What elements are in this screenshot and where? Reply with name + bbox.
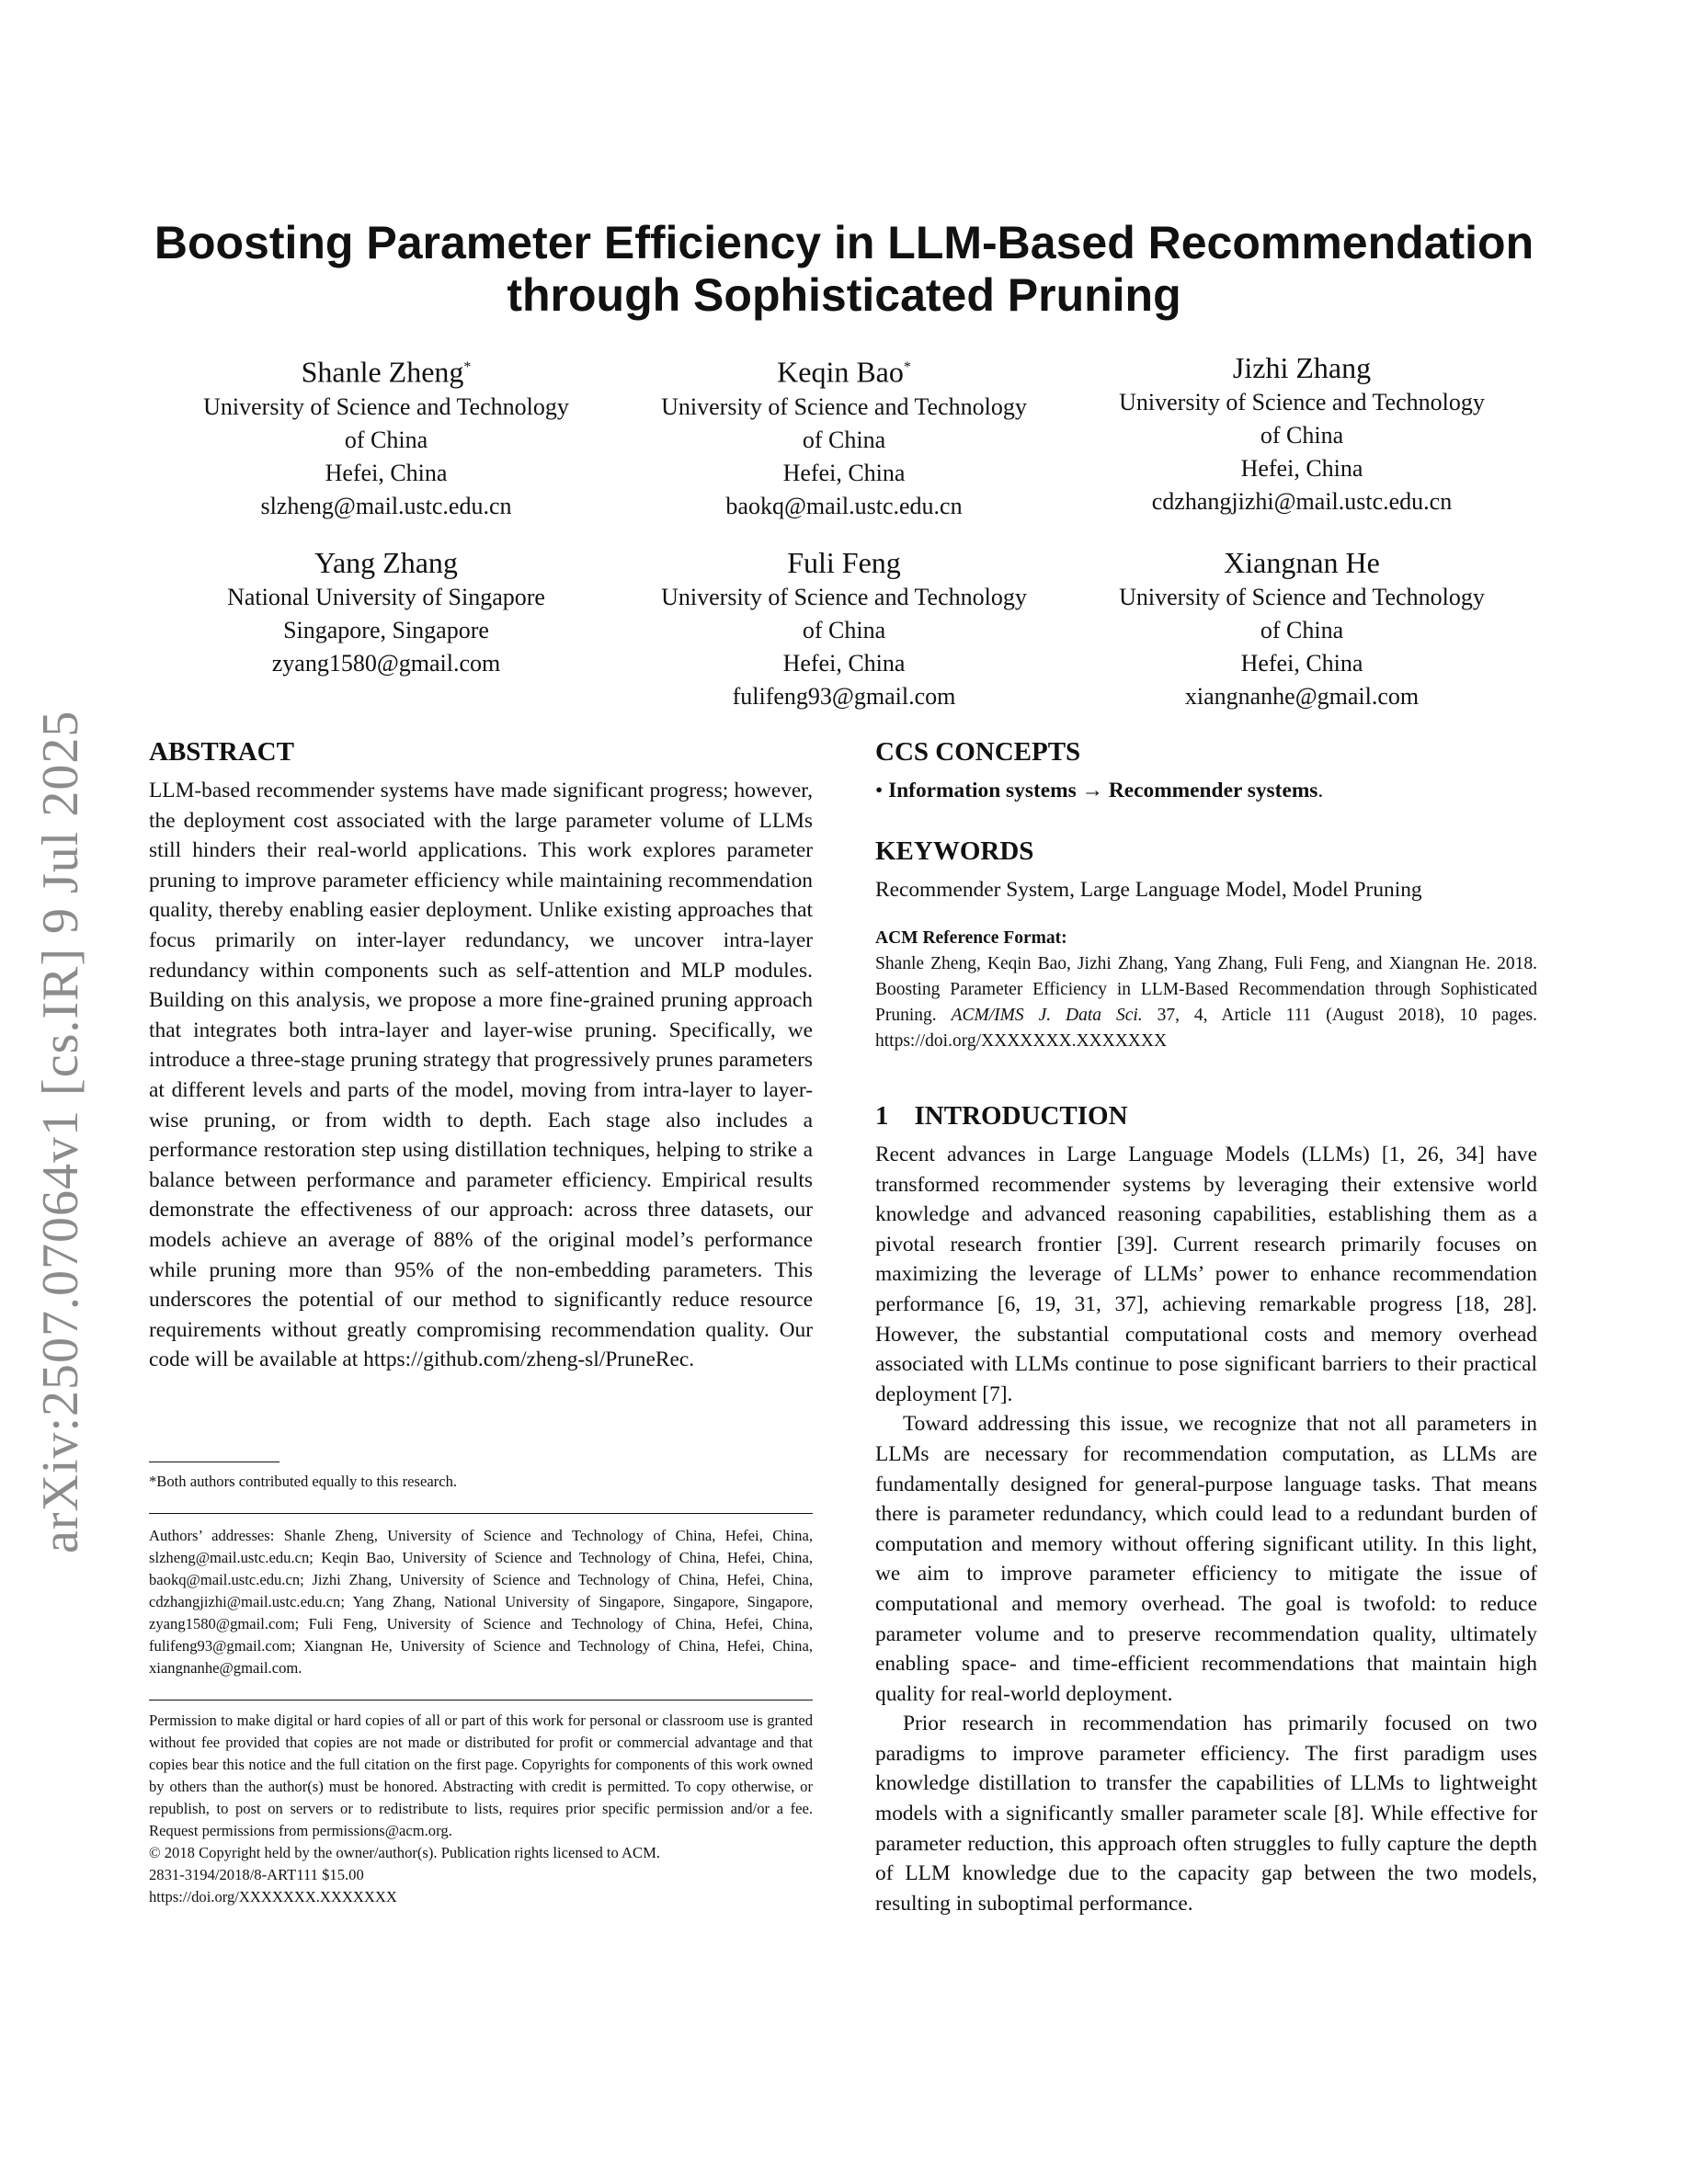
authors-addresses: Authors’ addresses: Shanle Zheng, University of Science and Technology of China, Hefei, China, slzheng@mail.ustc.edu.cn; Keqin Bao, University of Science and Technology of China, Hefei, China, baokq@mail.ustc.edu.cn; Jizhi Zhang, University of Science and Technology of China, Hefei, China, cdzhangjizhi@mail.ustc.edu.cn; Yang Zhang, National University of Singapore, Singapore, Singapore, zyang1580@gmail.com; Fuli Feng, University of Science and Technology of China, Hefei, China, fulifeng93@gmail.com; Xiangnan He, University of Science and Technology of China, Hefei, China, xiangnanhe@gmail.com.	[149, 1527, 813, 1677]
equal-contribution-footnote: *Both authors contributed equally to this research.	[149, 1473, 458, 1490]
author-location: Hefei, China	[325, 459, 448, 486]
section-title: INTRODUCTION	[914, 1101, 1128, 1131]
acm-reference-details: 37, 4, Article 111 (August 2018), 10 pages. https://doi.org/XXXXXXX.XXXXXXX	[875, 1006, 1538, 1051]
acm-reference-text	[875, 951, 1537, 1054]
author-affiliation: University of Science and Technology	[203, 392, 569, 420]
section-number: 1	[875, 1101, 889, 1131]
arrow-icon: →	[1081, 779, 1103, 802]
keywords-section	[875, 835, 1537, 905]
author-affiliation: of China	[802, 617, 886, 643]
intro-paragraph: Toward addressing this issue, we recognize that not all parameters in LLMs are necessary for recommendation computation, as LLMs are fundamentally designed for general-purpose language tasks. That means there is parameter redundancy, which could lead to a redundant burden of computation and memory without offering significant utility. In this light, we aim to improve parameter efficiency to mitigate the issue of computational and memory overhead. The goal is twofold: to reduce parameter volume and to preserve recommendation quality, ultimately enabling space- and time-efficient recommendations that maintain high quality for real-world deployment.	[875, 1412, 1537, 1706]
author-affiliation: of China	[344, 426, 428, 453]
intro-paragraph: Prior research in recommendation has primarily focused on two paradigms to improve parameter efficiency. The first paradigm uses knowledge distillation to transfer the capabilities of LLMs to lightweight models with a significantly smaller parameter scale [8]. While effective for parameter reduction, this approach often struggles to fully capture the depth of LLM knowledge due to the capacity gap between the two models, resulting in suboptimal performance.	[875, 1712, 1537, 1916]
author-block	[170, 544, 602, 680]
author-block	[628, 349, 1060, 523]
author-name: Yang Zhang	[314, 546, 458, 579]
author-block	[170, 349, 602, 523]
doi-line: https://doi.org/XXXXXXX.XXXXXXX	[149, 1888, 397, 1905]
permission-notice: Permission to make digital or hard copies of all or part of this work for personal or classroom use is granted without fee provided that copies are not made or distributed for profit or commercial advantage and that copies bear this notice and the full citation on the first page. Copyrights for components of this work owned by others than the author(s) must be honored. Abstracting with credit is permitted. To copy otherwise, or republish, to post on servers or to redistribute to lists, requires prior specific permission and/or a fee. Request permissions from permissions@acm.org.	[149, 1712, 813, 1839]
author-email: baokq@mail.ustc.edu.cn	[725, 492, 963, 519]
author-location: Hefei, China	[1240, 455, 1363, 482]
author-location: Singapore, Singapore	[283, 617, 489, 643]
equal-contribution-mark: *	[463, 359, 472, 375]
author-affiliation: National University of Singapore	[227, 584, 545, 610]
author-affiliation: University of Science and Technology	[1119, 584, 1485, 610]
footnote-divider	[149, 1513, 813, 1514]
ccs-heading: CCS CONCEPTS	[875, 737, 1081, 767]
author-email: xiangnanhe@gmail.com	[1184, 683, 1420, 710]
author-name: Keqin Bao	[777, 355, 904, 389]
author-email: cdzhangjizhi@mail.ustc.edu.cn	[1151, 488, 1453, 515]
author-location: Hefei, China	[1240, 650, 1363, 677]
equal-contribution-mark: *	[903, 359, 911, 375]
author-block	[1086, 349, 1518, 518]
acm-reference-journal: ACM/IMS J. Data Sci.	[951, 1006, 1143, 1025]
author-location: Hefei, China	[782, 459, 906, 486]
intro-paragraph: Recent advances in Large Language Models (LLMs) [1, 26, 34] have transformed recommender systems by leveraging their extensive world knowledge and advanced reasoning capabilities, establishing them as a pivotal research frontier [39]. Current research primarily focuses on maximizing the leverage of LLMs’ power to enhance recommendation performance [6, 19, 31, 37], achieving remarkable progress [18, 28]. However, the substantial computational costs and memory overhead associated with LLMs continue to pose significant barriers to their practical deployment [7].	[875, 1143, 1537, 1406]
author-affiliation: of China	[1260, 617, 1344, 643]
abstract-section	[149, 735, 813, 1375]
permission-divider	[149, 1700, 813, 1701]
introduction-heading	[875, 1099, 1537, 1132]
author-affiliation: of China	[802, 426, 886, 453]
author-affiliation: University of Science and Technology	[661, 392, 1027, 420]
author-block	[628, 544, 1060, 713]
author-email: zyang1580@gmail.com	[271, 650, 501, 677]
acm-reference-section	[875, 926, 1537, 1054]
ccs-period: .	[1317, 779, 1324, 802]
arxiv-identifier-stamp: arXiv:2507.07064v1 [cs.IR] 9 Jul 2025	[32, 710, 89, 1553]
title-line-1: Boosting Parameter Efficiency in LLM-Based Recommendation	[154, 217, 1534, 268]
author-affiliation: University of Science and Technology	[661, 584, 1027, 610]
introduction-section	[875, 1099, 1537, 1918]
abstract-text: LLM-based recommender systems have made significant progress; however, the deployment cost associated with the large parameter volume of LLMs still hinders their real-world applications. This work explores parameter pruning to improve parameter efficiency while maintaining recommendation quality, thereby enabling easier deployment. Unlike existing approaches that focus primarily on inter-layer redundancy, we uncover intra-layer redundancy within components such as self-attention and MLP modules. Building on this analysis, we propose a more fine-grained pruning approach that integrates both intra-layer and layer-wise pruning. Specifically, we introduce a three-stage pruning strategy that progressively prunes parameters at different levels and parts of the model, moving from intra-layer to layer-wise pruning, or from width to depth. Each stage also includes a performance restoration step using distillation techniques, helping to strike a balance between performance and parameter efficiency. Empirical results demonstrate the effectiveness of our approach: across three datasets, our models achieve an average of 88% of the original model’s performance while pruning more than 95% of the non-embedding parameters. This underscores the potential of our method to significantly reduce resource requirements without greatly compromising recommendation quality. Our code will be available at https://github.com/zheng-sl/PruneRec.	[149, 779, 813, 1372]
ccs-concept-right: Recommender systems	[1108, 779, 1318, 802]
author-block	[1086, 544, 1518, 713]
author-email: fulifeng93@gmail.com	[732, 683, 956, 710]
author-name: Jizhi Zhang	[1232, 351, 1372, 384]
author-email: slzheng@mail.ustc.edu.cn	[260, 492, 512, 519]
author-name: Xiangnan He	[1224, 546, 1380, 579]
title-line-2: through Sophisticated Pruning	[507, 269, 1181, 321]
ccs-concepts-section	[875, 735, 1537, 806]
keywords-text: Recommender System, Large Language Model, Model Pruning	[875, 878, 1422, 902]
author-affiliation: of China	[1260, 422, 1344, 449]
copyright-notice: © 2018 Copyright held by the owner/author(s). Publication rights licensed to ACM.	[149, 1844, 660, 1861]
issn-line: 2831-3194/2018/8-ART111 $15.00	[149, 1866, 364, 1883]
paper-title	[120, 217, 1568, 322]
bullet-glyph: •	[875, 779, 884, 802]
footnotes	[149, 1462, 813, 1908]
abstract-heading: ABSTRACT	[149, 737, 294, 767]
author-location: Hefei, China	[782, 650, 906, 677]
author-name: Shanle Zheng	[301, 355, 464, 389]
acm-reference-authors-title: Shanle Zheng, Keqin Bao, Jizhi Zhang, Yang Zhang, Fuli Feng, and Xiangnan He. 2018. Boosting Parameter Efficiency in LLM-Based Recommendation through Sophisticated Pruning.	[875, 954, 1537, 1025]
author-affiliation: University of Science and Technology	[1119, 389, 1485, 415]
keywords-heading: KEYWORDS	[875, 836, 1034, 866]
author-name: Fuli Feng	[787, 546, 901, 579]
acm-reference-heading: ACM Reference Format:	[875, 928, 1067, 948]
ccs-concept-left: Information systems	[888, 779, 1077, 802]
ccs-concept-entry	[875, 776, 1537, 806]
